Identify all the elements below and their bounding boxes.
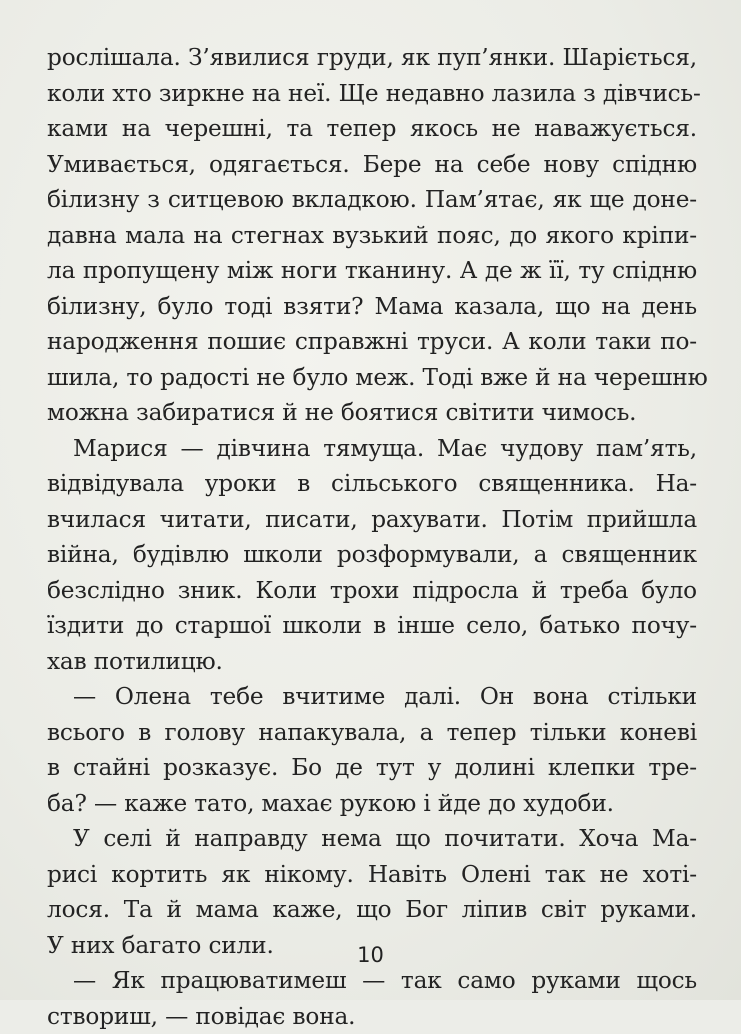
text-line: білизну, було тоді взяти? Мама казала, що на день bbox=[47, 289, 697, 325]
text-line: ками на черешні, та тепер якось не наважується. bbox=[47, 111, 697, 147]
body-text bbox=[47, 40, 697, 1034]
text-line: хав потилицю. bbox=[47, 644, 697, 680]
text-line: війна, будівлю школи розформували, а священник bbox=[47, 537, 697, 573]
text-line: ла пропущену між ноги тканину. А де ж її, ту спідню bbox=[47, 253, 697, 289]
text-line: створиш, — повідає вона. bbox=[47, 999, 697, 1034]
text-line: лося. Та й мама каже, що Бог ліпив світ руками. bbox=[47, 892, 697, 928]
text-line: У селі й направду нема що почитати. Хоча Ма- bbox=[47, 821, 697, 857]
text-line: білизну з ситцевою вкладкою. Пам’ятає, як ще доне- bbox=[47, 182, 697, 218]
text-line: Марися — дівчина тямуща. Має чудову пам’ять, bbox=[47, 431, 697, 467]
text-line: У них багато сили. bbox=[47, 928, 697, 964]
text-line: ба? — каже тато, махає рукою і йде до худоби. bbox=[47, 786, 697, 822]
text-line: безслідно зник. Коли трохи підросла й треба було bbox=[47, 573, 697, 609]
text-line: — Олена тебе вчитиме далі. Он вона стільки bbox=[47, 679, 697, 715]
text-line: — Як працюватимеш — так само руками щось bbox=[47, 963, 697, 999]
text-line: Умивається, одягається. Бере на себе нову спідню bbox=[47, 147, 697, 183]
text-line: рисі кортить як нікому. Навіть Олені так не хоті- bbox=[47, 857, 697, 893]
text-line: можна забиратися й не боятися світити чимось. bbox=[47, 395, 697, 431]
text-line: рослішала. З’явилися груди, як пуп’янки. Шаріється, bbox=[47, 40, 697, 76]
text-line: всього в голову напакувала, а тепер тільки коневі bbox=[47, 715, 697, 751]
text-line: відвідувала уроки в сільського священника. На- bbox=[47, 466, 697, 502]
text-line: давна мала на стегнах вузький пояс, до якого кріпи- bbox=[47, 218, 697, 254]
page-number: 10 bbox=[0, 943, 741, 967]
text-line: шила, то радості не було меж. Тоді вже й на черешню bbox=[47, 360, 697, 396]
text-line: коли хто зиркне на неї. Ще недавно лазила з дівчись- bbox=[47, 76, 697, 112]
text-line: в стайні розказує. Бо де тут у долині клепки тре- bbox=[47, 750, 697, 786]
text-line: народження пошиє справжні труси. А коли таки по- bbox=[47, 324, 697, 360]
text-line: їздити до старшої школи в інше село, батько почу- bbox=[47, 608, 697, 644]
text-line: вчилася читати, писати, рахувати. Потім прийшла bbox=[47, 502, 697, 538]
